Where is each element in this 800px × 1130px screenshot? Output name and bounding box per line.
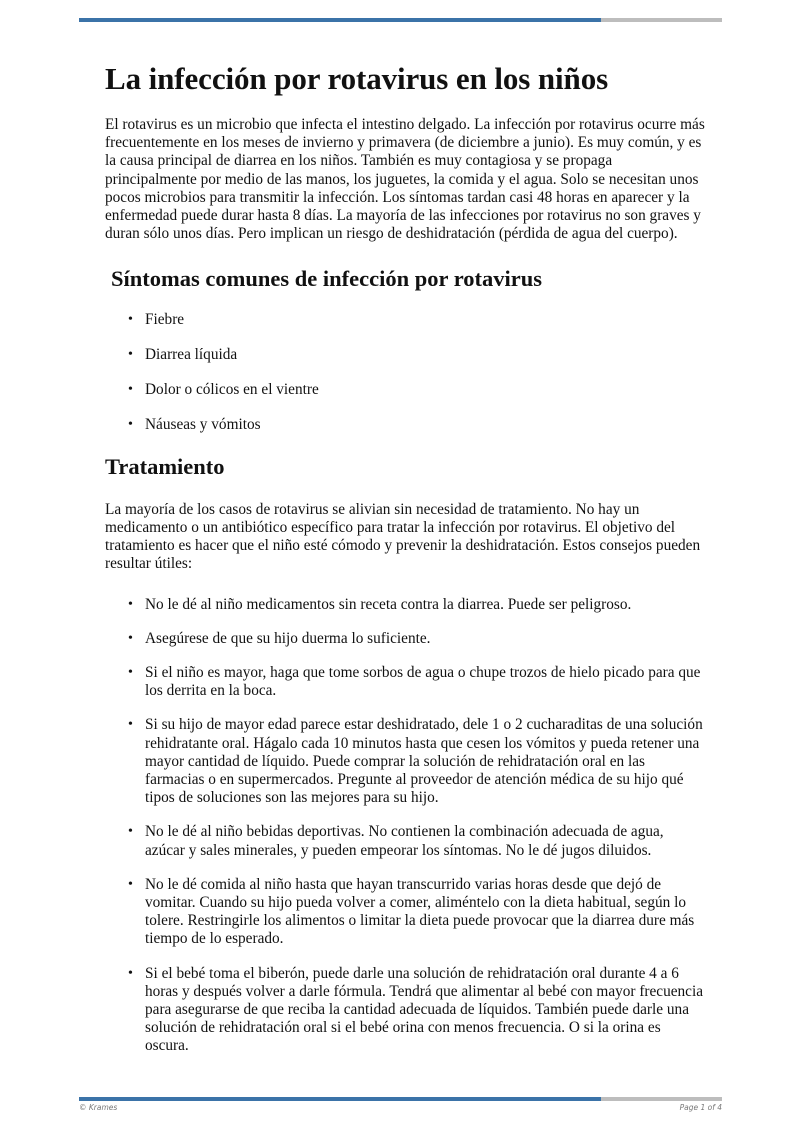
header-bar-accent <box>79 18 601 22</box>
list-item: • Asegúrese de que su hijo duerma lo suficiente. <box>145 630 705 648</box>
footer-divider-bar <box>79 1097 722 1101</box>
list-item: • Si el bebé toma el biberón, puede darle una solución de rehidratación oral durante 4 a 6 horas y después volver a darle fórmula. Tendrá que alimentar al bebé con mayor frecuencia para asegurarse de que reciba la cantidad adecuada de líquidos. También puede darle una solución de rehidratación oral si el bebé orina con menos frecuencia. O si la orina es oscura. <box>145 965 705 1056</box>
list-item: • Fiebre <box>145 311 705 329</box>
document-content <box>105 52 705 1072</box>
list-item: • Si su hijo de mayor edad parece estar deshidratado, dele 1 o 2 cucharaditas de una solución rehidratante oral. Hágalo cada 10 minutos hasta que cesen los vómitos y pueda retener una mayor cantidad de líquido. Puede comprar la solución de rehidratación oral en las farmacias o en supermercados. Pregunte al proveedor de atención médica de su hijo qué tipos de soluciones son las mejores para su hijo. <box>145 716 705 807</box>
footer-bar-grey <box>601 1097 722 1101</box>
treatment-intro: La mayoría de los casos de rotavirus se alivian sin necesidad de tratamiento. No hay un medicamento o un antibiótico específico para tratar la infección por rotavirus. El objetivo del tratamiento es hacer que el niño esté cómodo y prevenir la deshidratación. Estos consejos pueden resultar útiles: <box>105 500 701 573</box>
copyright-text: © Krames <box>79 1103 118 1112</box>
treatment-heading: Tratamiento <box>105 453 225 479</box>
symptoms-list <box>105 311 705 433</box>
treatment-tips-list <box>105 596 705 1056</box>
page-number: Page 1 of 4 <box>679 1103 722 1112</box>
list-item: • No le dé comida al niño hasta que hayan transcurrido varias horas desde que dejó de vomitar. Cuando su hijo pueda volver a comer, aliméntelo con la dieta habitual, según lo tolere. Restringirle los alimentos o limitar la dieta puede provocar que la diarrea dure más tiempo de lo esperado. <box>145 876 705 949</box>
list-item: • Dolor o cólicos en el vientre <box>145 381 705 399</box>
page-footer <box>79 1103 722 1112</box>
list-item: • No le dé al niño medicamentos sin receta contra la diarrea. Puede ser peligroso. <box>145 596 705 614</box>
list-item: • Náuseas y vómitos <box>145 416 705 434</box>
list-item: • No le dé al niño bebidas deportivas. No contienen la combinación adecuada de agua, azúcar y sales minerales, y pueden empeorar los síntomas. No le dé jugos diluidos. <box>145 823 705 859</box>
intro-paragraph: El rotavirus es un microbio que infecta el intestino delgado. La infección por rotavirus ocurre más frecuentemente en los meses de invierno y primavera (de diciembre a junio). Es muy común, y es la causa principal de diarrea en los niños. También es muy contagiosa y se propaga principalmente por medio de las manos, los juguetes, la comida y el agua. Solo se necesitan unos pocos microbios para transmitir la infección. Los síntomas tardan casi 48 horas en aparecer y la enfermedad puede durar hasta 8 días. La mayoría de las infecciones por rotavirus no son graves y duran sólo unos días. Pero implican un riesgo de deshidratación (pérdida de agua del cuerpo). <box>105 116 705 243</box>
symptoms-heading: Síntomas comunes de infección por rotavirus <box>111 266 543 292</box>
footer-bar-accent <box>79 1097 601 1101</box>
list-item: • Diarrea líquida <box>145 346 705 364</box>
page-title: La infección por rotavirus en los niños <box>105 61 609 96</box>
header-bar-grey <box>601 18 722 22</box>
header-divider-bar <box>79 18 722 22</box>
list-item: • Si el niño es mayor, haga que tome sorbos de agua o chupe trozos de hielo picado para que los derrita en la boca. <box>145 664 705 700</box>
